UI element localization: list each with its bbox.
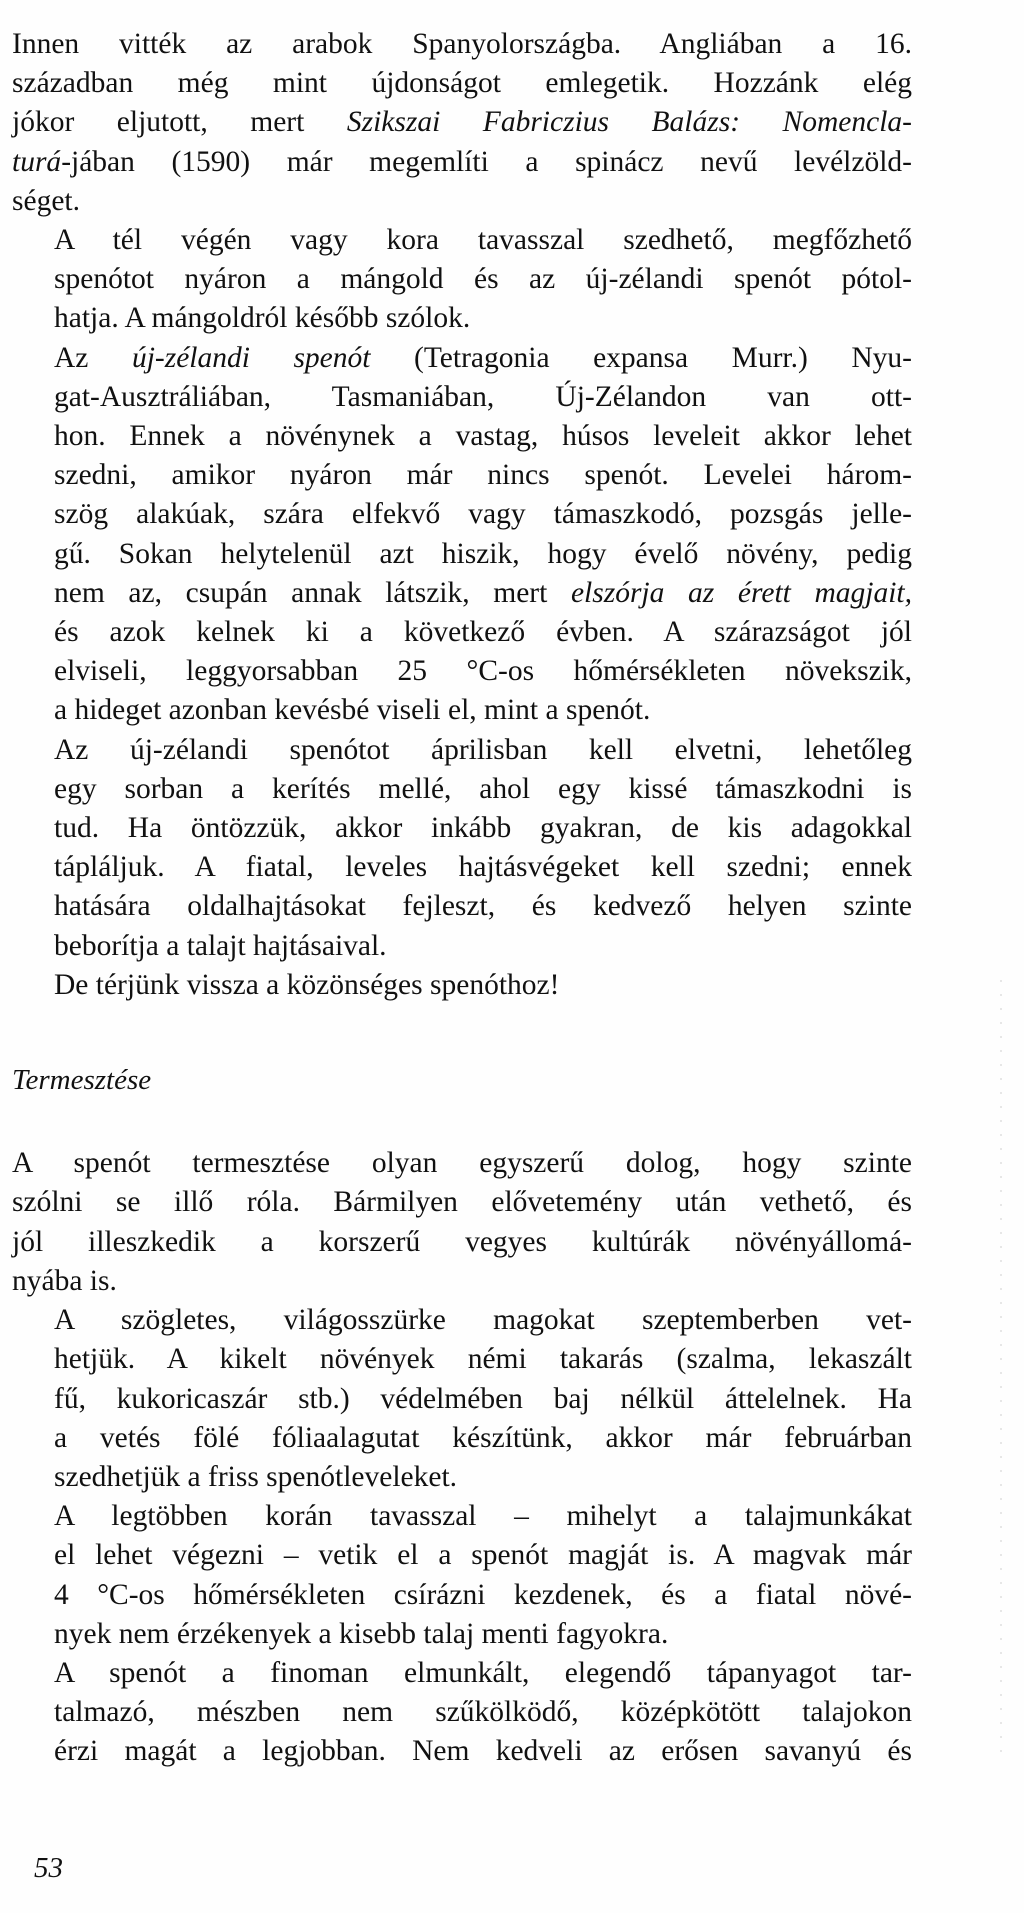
text-line: jól illeszkedik a korszerű vegyes kultúrák növényállomá- — [12, 1225, 912, 1258]
text-line: szedni, amikor nyáron már nincs spenót. Levelei három- — [54, 459, 912, 492]
paragraph — [12, 221, 912, 339]
text-line: tud. Ha öntözzük, akkor inkább gyakran, de kis adagokkal — [54, 812, 912, 845]
text-line: A tél végén vagy kora tavasszal szedhető, megfőzhető — [54, 224, 912, 257]
text-line: beborítja a talajt hajtásaival. — [54, 929, 387, 962]
text-line: De térjünk vissza a közönséges spenóthoz! — [54, 968, 560, 1001]
text-line: hatja. A mángoldról később szólok. — [54, 302, 471, 335]
text-line: érzi magát a legjobban. Nem kedveli az erősen savanyú és — [54, 1735, 912, 1768]
paragraph — [12, 731, 912, 966]
text-line: turá-jában (1590) már megemlíti a spinácz nevű levélzöld- — [12, 145, 912, 178]
text-line: hatására oldalhajtásokat fejleszt, és kedvező helyen szinte — [54, 890, 912, 923]
text-line: és azok kelnek ki a következő évben. A szárazságot jól — [54, 616, 912, 649]
paragraph — [12, 25, 912, 221]
text-line: szög alakúak, szára elfekvő vagy támaszkodó, pozsgás jelle- — [54, 498, 912, 531]
text-line: Az új-zélandi spenót (Tetragonia expansa Murr.) Nyu- — [54, 341, 912, 374]
paragraph — [12, 339, 912, 731]
text-line: Az új-zélandi spenótot áprilisban kell elvetni, lehetőleg — [54, 733, 912, 766]
paragraph — [12, 1144, 912, 1301]
text-line: szedhetjük a friss spenótleveleket. — [54, 1460, 458, 1493]
text-line: gű. Sokan helytelenül azt hiszik, hogy évelő növény, pedig — [54, 537, 912, 570]
text-line: elviseli, leggyorsabban 25 °C-os hőmérsékleten növekszik, — [54, 655, 912, 688]
text-line: egy sorban a kerítés mellé, ahol egy kissé támaszkodni is — [54, 772, 912, 805]
text-line: A spenót termesztése olyan egyszerű dolog, hogy szinte — [12, 1147, 912, 1180]
text-line: jókor eljutott, mert Szikszai Fabriczius Balázs: Nomencla- — [12, 106, 912, 139]
text-line: séget. — [12, 184, 80, 217]
paragraph — [12, 966, 912, 1005]
text-line: tápláljuk. A fiatal, leveles hajtásvégeket kell szedni; ennek — [54, 851, 912, 884]
page-number: 53 — [34, 1852, 63, 1884]
text-line: gat-Ausztráliában, Tasmaniában, Új-Zélandon van ott- — [54, 380, 912, 413]
text-line: nyába is. — [12, 1264, 117, 1297]
text-line: A szögletes, világosszürke magokat szeptemberben vet- — [54, 1304, 912, 1337]
text-line: spenótot nyáron a mángold és az új-zélandi spenót pótol- — [54, 263, 912, 296]
text-line: hetjük. A kikelt növények némi takarás (szalma, lekaszált — [54, 1343, 912, 1376]
text-line: A legtöbben korán tavasszal – mihelyt a talajmunkákat — [54, 1500, 912, 1533]
text-line: fű, kukoricaszár stb.) védelmében baj nélkül áttelelnek. Ha — [54, 1382, 912, 1415]
text-line: hon. Ennek a növénynek a vastag, húsos leveleit akkor lehet — [54, 420, 912, 453]
bottom-text-block — [12, 1144, 912, 1771]
paragraph — [12, 1497, 912, 1654]
text-line: Innen vitték az arabok Spanyolországba. Angliában a 16. — [12, 28, 912, 60]
text-line: században még mint újdonságot emlegetik. Hozzánk elég — [12, 67, 912, 100]
text-line: A spenót a finoman elmunkált, elegendő tápanyagot tar- — [54, 1656, 912, 1689]
text-line: el lehet végezni – vetik el a spenót magját is. A magvak már — [54, 1539, 912, 1572]
paragraph — [12, 1654, 912, 1772]
text-line: a hideget azonban kevésbé viseli el, mint a spenót. — [54, 694, 651, 727]
text-line: a vetés fölé fóliaalagutat készítünk, akkor már februárban — [54, 1421, 912, 1454]
text-line: nyek nem érzékenyek a kisebb talaj menti fagyokra. — [54, 1617, 669, 1650]
text-line: 4 °C-os hőmérsékleten csírázni kezdenek, és a fiatal növé- — [54, 1578, 912, 1611]
text-line: szólni se illő róla. Bármilyen elővetemény után vethető, és — [12, 1186, 912, 1219]
text-line: nem az, csupán annak látszik, mert elszórja az érett magjait, — [54, 576, 912, 609]
text-line: talmazó, mészben nem szűkölködő, középkötött talajokon — [54, 1696, 912, 1729]
paragraph — [12, 1301, 912, 1497]
section-heading: Termesztése — [12, 1064, 152, 1097]
text-column — [12, 25, 912, 1772]
top-text-block — [12, 25, 912, 1005]
scan-gutter-marks — [1000, 980, 1002, 1760]
